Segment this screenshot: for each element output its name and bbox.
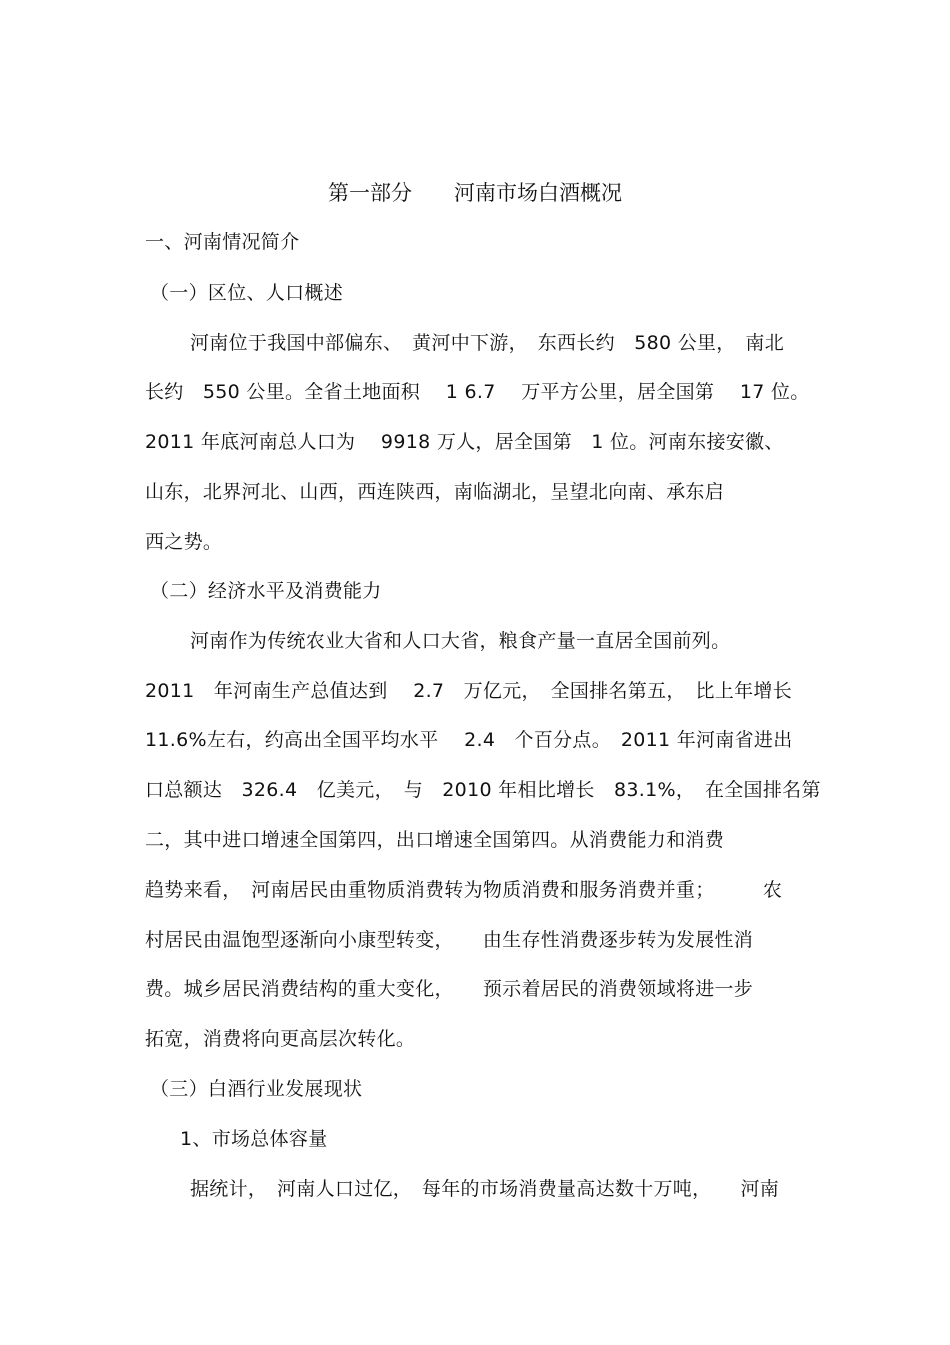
item-heading-market-capacity: 1、市场总体容量 — [180, 1128, 328, 1150]
paragraph-line: 村居民由温饱型逐渐向小康型转变， 由生存性消费逐步转为发展性消 — [145, 929, 754, 951]
paragraph-line: 2011 年底河南总人口为 9918 万人，居全国第 1 位。河南东接安徽、 — [145, 431, 784, 453]
page-title: 第一部分 河南市场白酒概况 — [328, 181, 622, 205]
subsection-heading-location: （一）区位、人口概述 — [150, 282, 344, 304]
paragraph-line: 二，其中进口增速全国第四，出口增速全国第四。从消费能力和消费 — [145, 829, 725, 851]
paragraph-line: 趋势来看， 河南居民由重物质消费转为物质消费和服务消费并重； 农 — [145, 879, 783, 901]
paragraph-line: 据统计， 河南人口过亿， 每年的市场消费量高达数十万吨， 河南 — [190, 1178, 780, 1200]
subsection-heading-industry: （三）白酒行业发展现状 — [150, 1078, 363, 1100]
paragraph-line: 拓宽，消费将向更高层次转化。 — [145, 1028, 416, 1050]
paragraph-line: 11.6%左右，约高出全国平均水平 2.4 个百分点。 2011 年河南省进出 — [145, 729, 793, 751]
paragraph-line: 西之势。 — [145, 531, 223, 553]
paragraph-line: 费。城乡居民消费结构的重大变化， 预示着居民的消费领域将进一步 — [145, 978, 754, 1000]
paragraph-line: 山东，北界河北、山西，西连陕西，南临湖北，呈望北向南、承东启 — [145, 481, 725, 503]
paragraph-line: 长约 550 公里。全省土地面积 1 6.7 万平方公里，居全国第 17 位。 — [145, 381, 810, 403]
paragraph-line: 河南位于我国中部偏东、 黄河中下游， 东西长约 580 公里， 南北 — [190, 332, 785, 354]
paragraph-line: 口总额达 326.4 亿美元， 与 2010 年相比增长 83.1%， 在全国排名第 — [145, 779, 821, 801]
subsection-heading-economy: （二）经济水平及消费能力 — [150, 580, 382, 602]
paragraph-line: 河南作为传统农业大省和人口大省，粮食产量一直居全国前列。 — [190, 630, 731, 652]
section-heading: 一、河南情况简介 — [145, 231, 300, 253]
paragraph-line: 2011 年河南生产总值达到 2.7 万亿元， 全国排名第五， 比上年增长 — [145, 680, 793, 702]
